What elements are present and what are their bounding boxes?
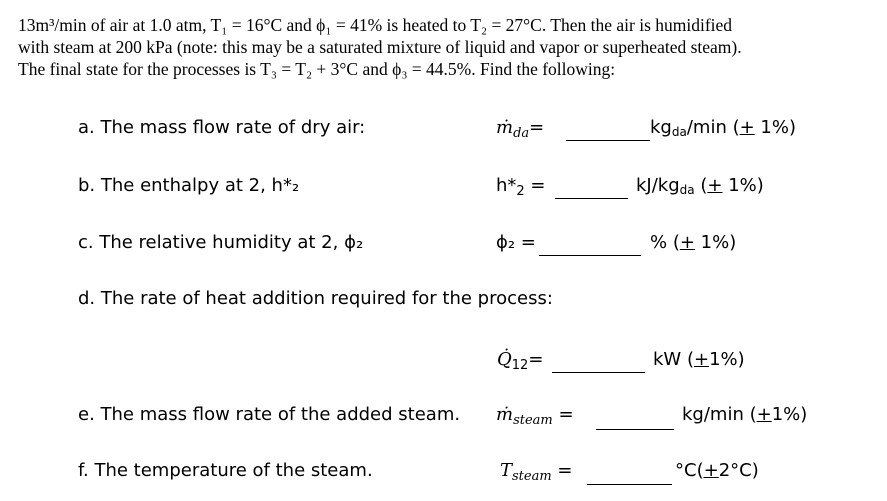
question-f-unit: °C(+2°C) [675, 460, 759, 481]
problem-statement [18, 14, 878, 80]
question-b-symbol: $h*_2$ = [496, 175, 546, 199]
answer-blank-e[interactable] [596, 428, 674, 430]
question-c-symbol: ϕ₂ = [496, 232, 536, 253]
answer-blank-a[interactable] [566, 139, 650, 141]
answer-blank-d[interactable] [552, 371, 645, 373]
question-c-unit: % (+ 1%) [650, 232, 737, 253]
question-a-unit: $kg_{da}/\min$ (+ 1%) [650, 117, 797, 139]
question-f-label: f. The temperature of the steam. [78, 460, 373, 481]
problem-line-3: The final state for the processes is T₃ = T₂ + 3°C and ϕ₃ = 44.5%. Find the following: [18, 59, 616, 79]
question-e-label: e. The mass flow rate of the added steam. [78, 404, 461, 425]
question-e-symbol: ṁ$_{steam}$ = [496, 404, 574, 428]
question-f-symbol: $T_{steam}$ = [500, 460, 573, 484]
question-c-label: c. The relative humidity at 2, ϕ₂ [78, 232, 364, 253]
question-d-symbol: $Q̇_{12}=$ [497, 349, 544, 373]
question-d-label: d. The rate of heat addition required for the process: [78, 288, 553, 309]
answer-blank-c[interactable] [539, 254, 641, 256]
question-a-label: a. The mass flow rate of dry air: [78, 117, 366, 138]
question-e-unit: kg/min (+1%) [682, 404, 808, 425]
question-b-unit: $kJ/kg_{da}$ (+ 1%) [636, 175, 764, 197]
problem-line-2: with steam at 200 kPa (note: this may be a saturated mixture of liquid and vapor or superheated steam). [18, 37, 742, 57]
problem-line-1: 13m³/min of air at 1.0 atm, T₁ = 16°C and ϕ₁ = 41% is heated to T₂ = 27°C. Then the air is humidified [18, 15, 733, 35]
answer-blank-f[interactable] [587, 483, 672, 485]
question-b-label: b. The enthalpy at 2, h*₂ [78, 175, 300, 196]
answer-blank-b[interactable] [555, 197, 628, 199]
question-a-symbol: ṁ$_{da}$= [496, 117, 545, 141]
question-d-unit: kW (+1%) [653, 349, 745, 370]
